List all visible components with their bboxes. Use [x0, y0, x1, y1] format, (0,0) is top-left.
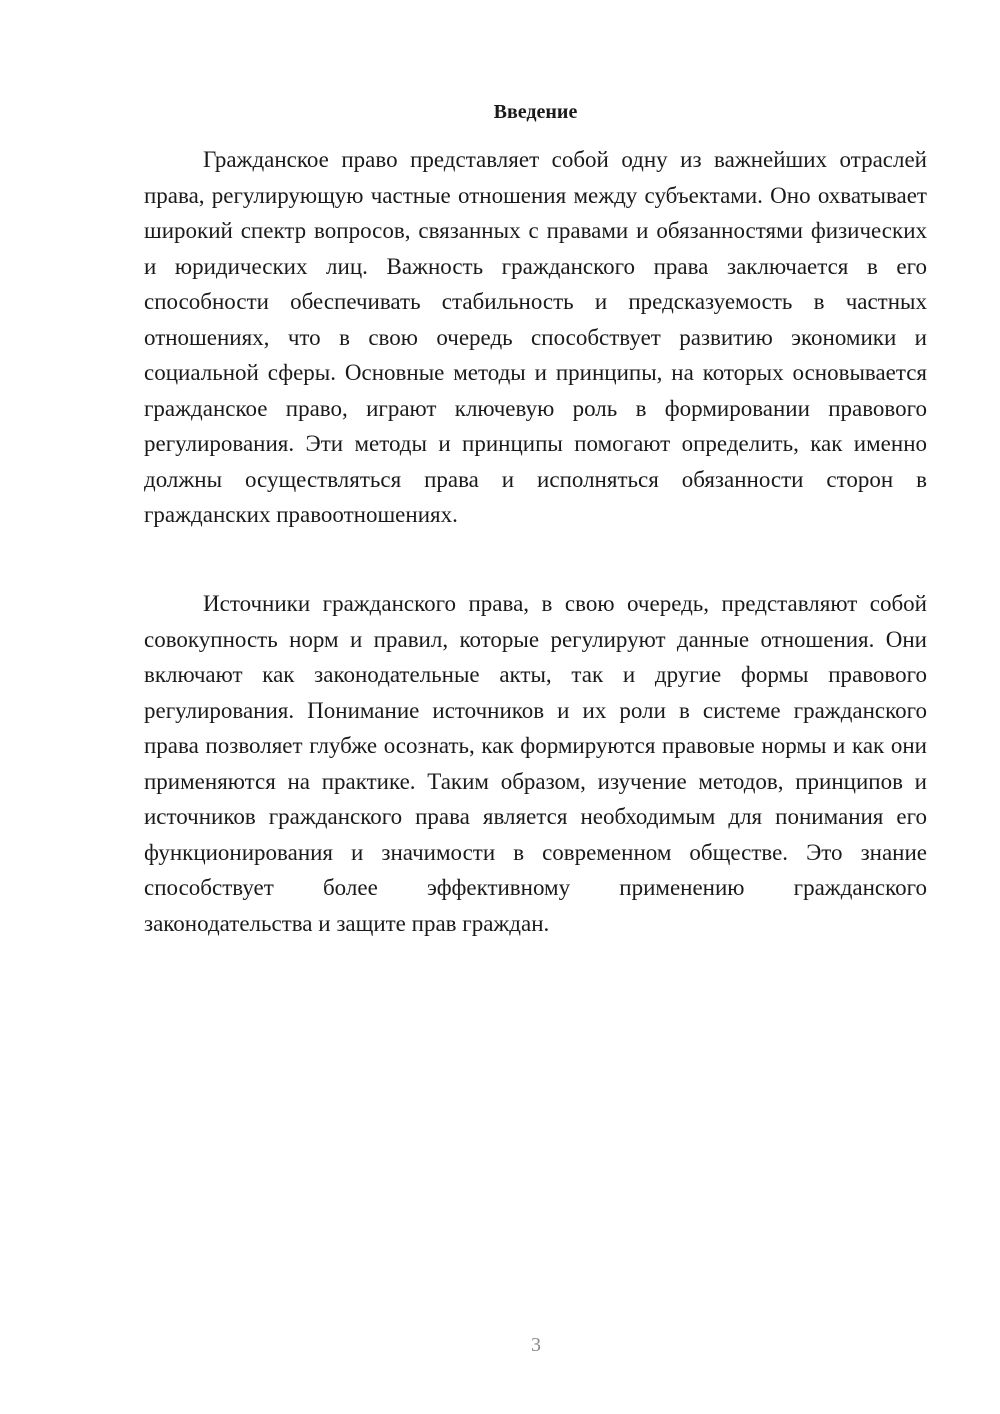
paragraph-intro: Гражданское право представляет собой одну из важнейших отраслей права, регулирующую частные отношения между субъектами. Оно охватывает широкий спектр вопросов, связанных с правами и обязанностями физических и юридических лиц. Важность гражданского права заключается в его способности обеспечивать стабильность и предсказуемость в частных отношениях, что в свою очередь способствует развитию экономики и социальной сферы. Основные методы и принципы, на которых основывается гражданское право, играют ключевую роль в формировании правового регулирования. Эти методы и принципы помогают определить, как именно должны осуществляться права и исполняться обязанности сторон в гражданских правоотношениях. [144, 147, 927, 527]
page-number: 3 [531, 1334, 541, 1356]
paragraph-sources: Источники гражданского права, в свою очередь, представляют собой совокупность норм и правил, которые регулируют данные отношения. Они включают как законодательные акты, так и другие формы правового регулирования. Понимание источников и их роли в системе гражданского права позволяет глубже осознать, как формируются правовые нормы и как они применяются на практике. Таким образом, изучение методов, принципов и источников гражданского права является необходимым для понимания его функционирования и значимости в современном обществе. Это знание способствует более эффективному применению гражданского законодательства и защите прав граждан. [144, 591, 927, 936]
section-title: Введение [493, 101, 578, 123]
